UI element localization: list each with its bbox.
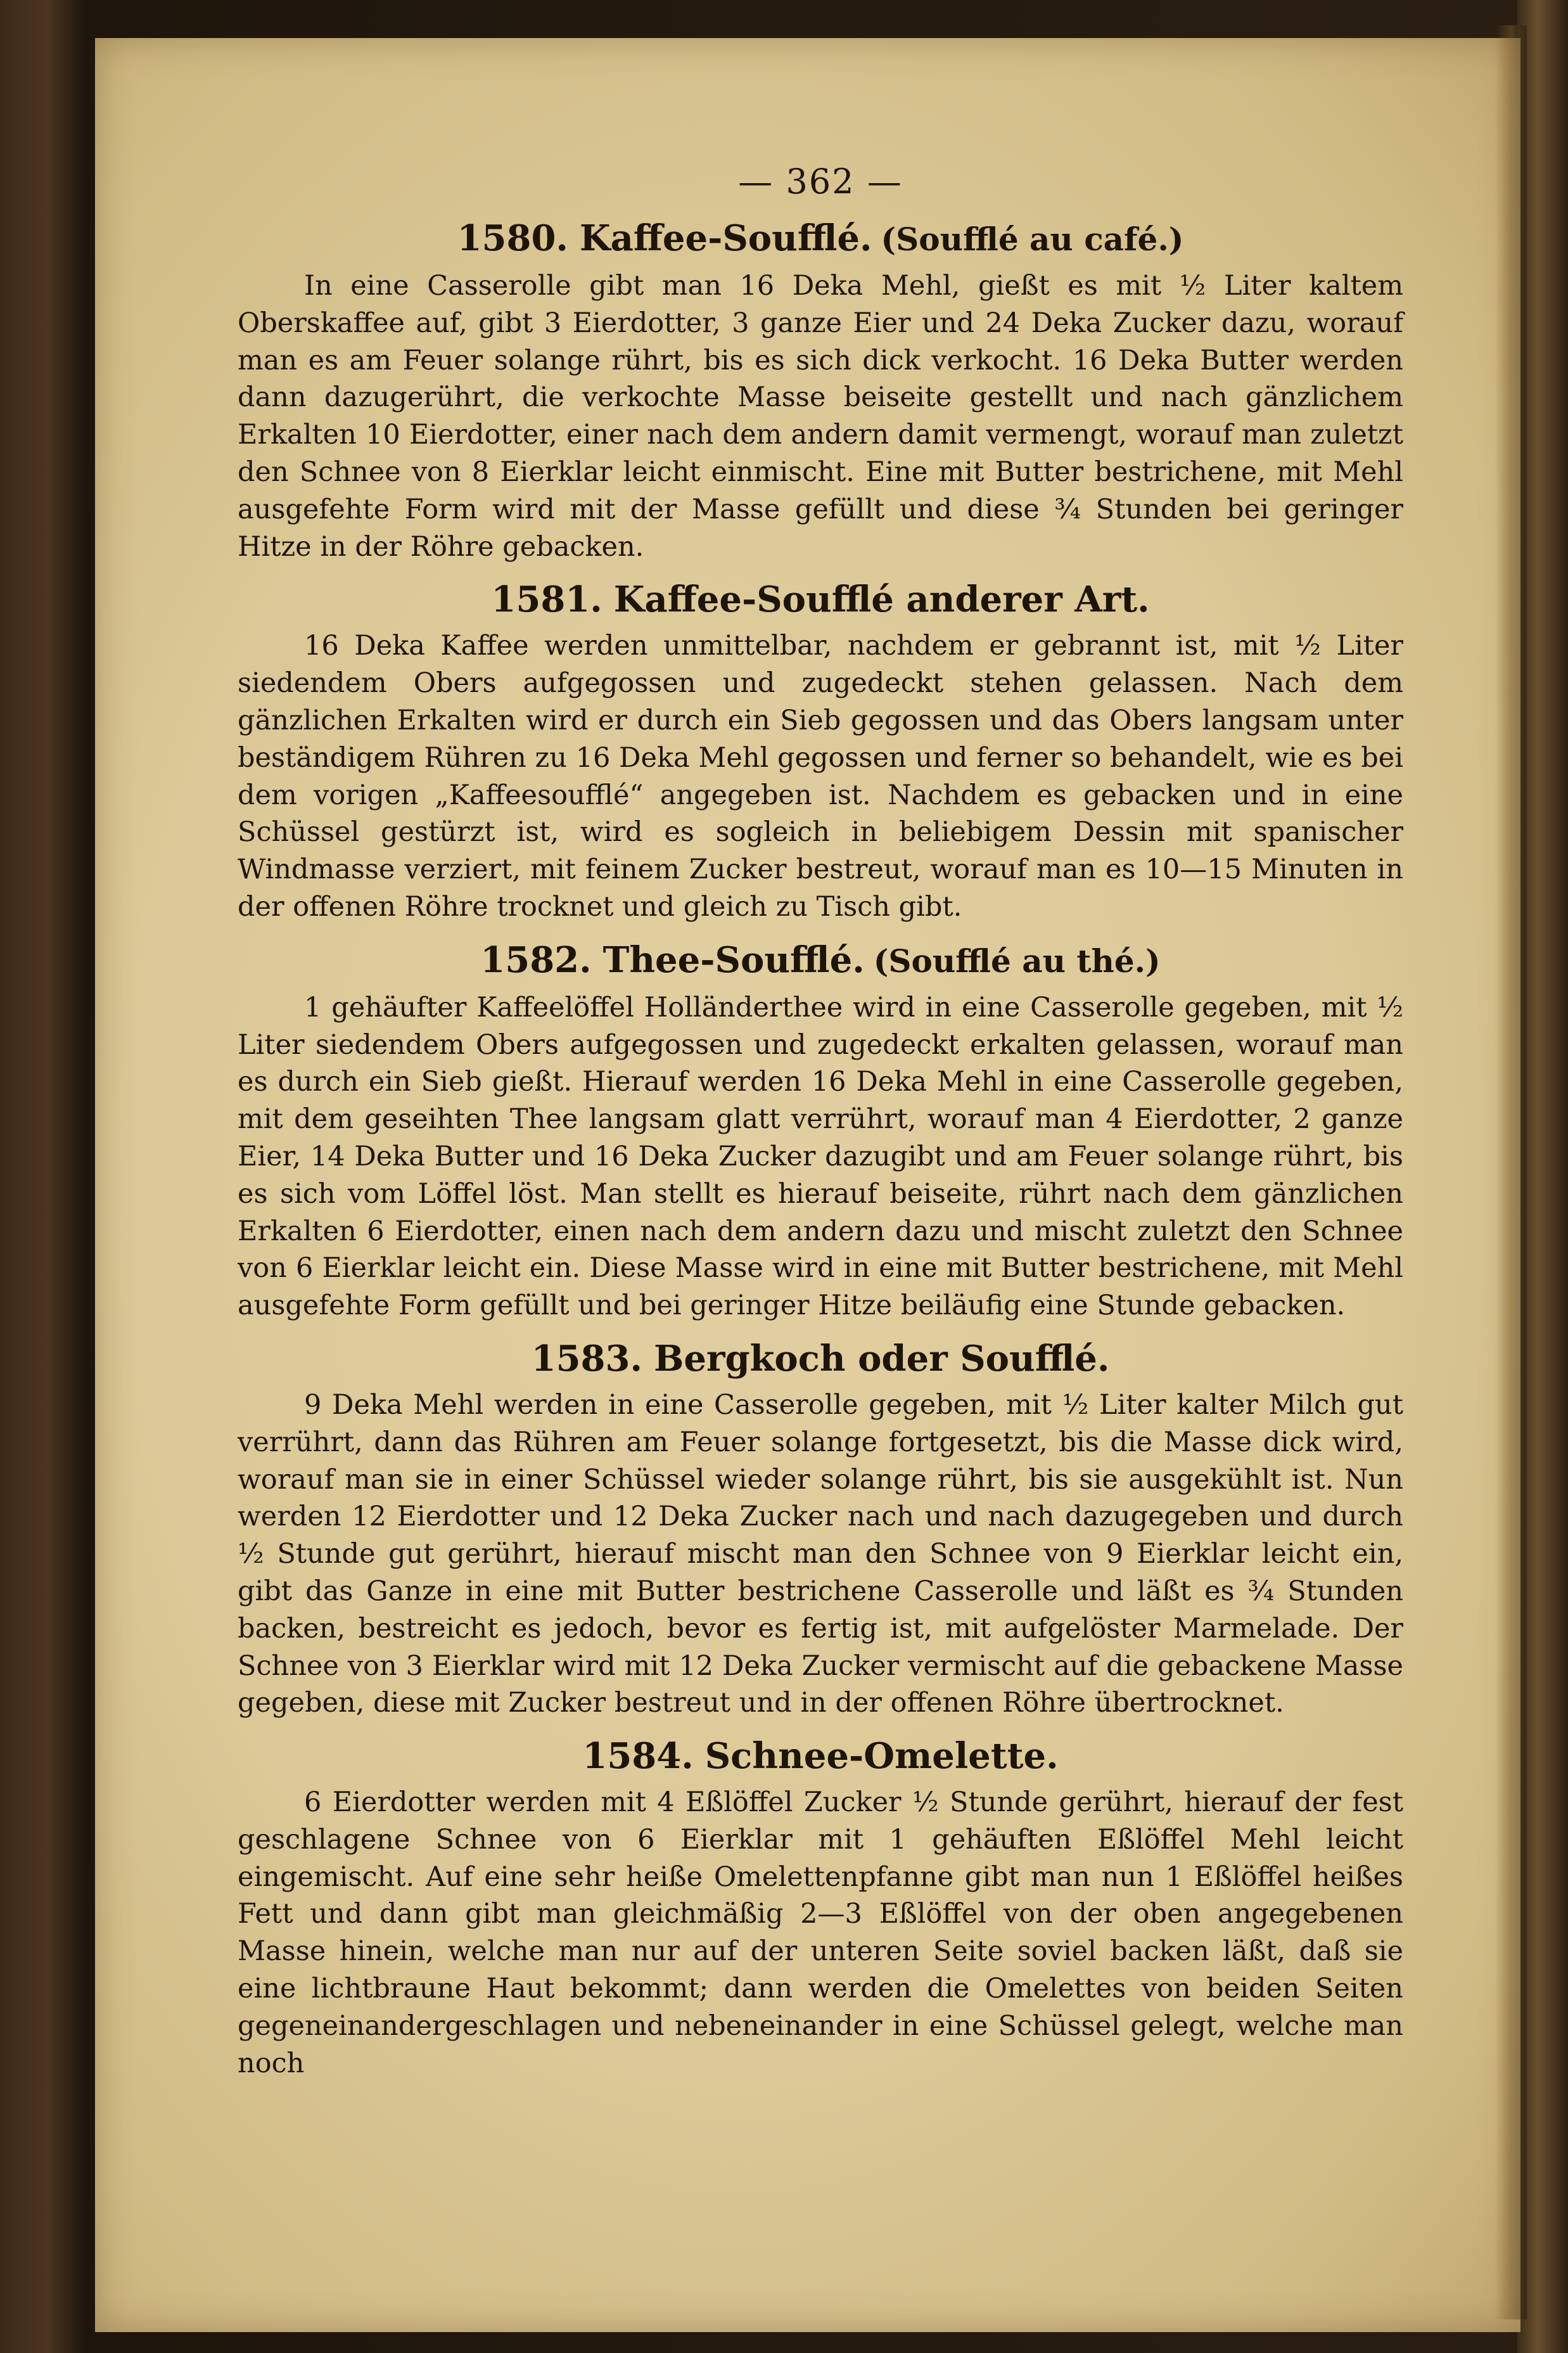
recipe-number: 1582.	[480, 939, 592, 981]
recipe-heading	[238, 577, 1403, 622]
recipe-title: Thee-Soufflé.	[602, 939, 865, 981]
recipe-text: 16 Deka Kaffee werden unmittelbar, nachdem er gebrannt ist, mit ½ Liter siedendem Obers aufgegossen und zugedeckt stehen gelassen. Nach dem gänzlichen Erkalten wird er durch ein Sieb gegossen und das Obers langsam unter beständigem Rühren zu 16 Deka Mehl gegossen und ferner so behandelt, wie es bei dem vorigen „Kaffeesoufflé“ angegeben ist. Nachdem es gebacken und in eine Schüssel gestürzt ist, wird es sogleich in beliebigem Dessin mit spanischer Windmasse verziert, mit feinem Zucker bestreut, worauf man es 10—15 Minuten in der offenen Röhre trocknet und gleich zu Tisch gibt.	[238, 630, 1403, 923]
recipe-number: 1584.	[582, 1735, 694, 1778]
recipe-number: 1581.	[491, 579, 602, 621]
recipe-text: In eine Casserolle gibt man 16 Deka Mehl, gießt es mit ½ Liter kaltem Oberskaffee auf, gibt 3 Eierdotter, 3 ganze Eier und 24 Deka Zucker dazu, worauf man es am Feuer solange rührt, bis es sich dick verkocht. 16 Deka Butter werden dann dazugerührt, die verkochte Masse beiseite gestellt und nach gänzlichem Erkalten 10 Eierdotter, einer nach dem andern damit vermengt, worauf man zuletzt den Schnee von 8 Eierklar leicht einmischt. Eine mit Butter bestrichene, mit Mehl ausgefehte Form wird mit der Masse gefüllt und diese ¾ Stunden bei geringer Hitze in der Röhre gebacken.	[238, 270, 1403, 563]
recipe-text: 6 Eierdotter werden mit 4 Eßlöffel Zucker ½ Stunde gerührt, hierauf der fest geschlagene Schnee von 6 Eierklar mit 1 gehäuften Eßlöffel Mehl leicht eingemischt. Auf eine sehr heiße Omelettenpfanne gibt man nun 1 Eßlöffel heißes Fett und dann gibt man gleichmäßig 2—3 Eßlöffel von der oben angegebenen Masse hinein, welche man nur auf der unteren Seite soviel backen läßt, daß sie eine lichtbraune Haut bekommt; dann werden die Omelettes von beiden Seiten gegeneinandergeschlagen und nebeneinander in eine Schüssel gelegt, welche man noch	[238, 1786, 1403, 2079]
recipe-1580	[238, 215, 1403, 565]
recipe-title: Kaffee-Soufflé.	[579, 217, 872, 259]
recipe-title: Kaffee-Soufflé anderer Art.	[613, 579, 1150, 621]
recipe-title: Schnee-Omelette.	[704, 1735, 1059, 1778]
page-number: — 362 —	[738, 162, 903, 202]
recipe-text: 9 Deka Mehl werden in eine Casserolle gegeben, mit ½ Liter kalter Milch gut verrührt, dann das Rühren am Feuer solange fortgesetzt, bis die Masse dick wird, worauf man sie in einer Schüssel wieder solange rührt, bis sie ausgekühlt ist. Nun werden 12 Eierdotter und 12 Deka Zucker nach und nach dazugegeben und durch ½ Stunde gut gerührt, hierauf mischt man den Schnee von 9 Eierklar leicht ein, gibt das Ganze in eine mit Butter bestrichene Casserolle und läßt es ¾ Stunden backen, bestreicht es jedoch, bevor es fertig ist, mit aufgelöster Marmelade. Der Schnee von 3 Eierklar wird mit 12 Deka Zucker vermischt auf die gebackene Masse gegeben, diese mit Zucker bestreut und in der offenen Röhre übertrocknet.	[238, 1388, 1403, 1719]
recipe-1583	[238, 1336, 1403, 1722]
recipe-heading	[238, 1336, 1403, 1382]
recipe-heading	[238, 215, 1403, 262]
recipe-1581	[238, 577, 1403, 925]
recipe-number: 1583.	[531, 1337, 642, 1380]
page-text	[238, 162, 1403, 2093]
recipe-1582	[238, 937, 1403, 1324]
recipe-number: 1580.	[457, 217, 568, 259]
recipe-title: Bergkoch oder Soufflé.	[653, 1337, 1110, 1380]
recipe-subtitle: (Soufflé au thé.)	[873, 942, 1161, 980]
page-gutter-shadow	[1495, 25, 1527, 2319]
recipe-subtitle: (Soufflé au café.)	[881, 221, 1184, 258]
recipe-text: 1 gehäufter Kaffeelöffel Holländerthee wird in eine Casserolle gegeben, mit ½ Liter siedendem Obers aufgegossen und zugedeckt erkalten gelassen, worauf man es durch ein Sieb gießt. Hierauf werden 16 Deka Mehl in eine Casserolle gegeben, mit dem geseihten Thee langsam glatt verrührt, worauf man 4 Eierdotter, 2 ganze Eier, 14 Deka Butter und 16 Deka Zucker dazugibt und am Feuer solange rührt, bis es sich vom Löffel löst. Man stellt es hierauf beiseite, rührt nach dem gänzlichen Erkalten 6 Eierdotter, einen nach dem andern dazu und mischt zuletzt den Schnee von 6 Eierklar leicht ein. Diese Masse wird in eine mit Butter bestrichene, mit Mehl ausgefehte Form gefüllt und bei geringer Hitze beiläufig eine Stunde gebacken.	[238, 991, 1403, 1322]
recipe-heading	[238, 937, 1403, 984]
recipe-1584	[238, 1733, 1403, 2082]
recipe-heading	[238, 1733, 1403, 1779]
